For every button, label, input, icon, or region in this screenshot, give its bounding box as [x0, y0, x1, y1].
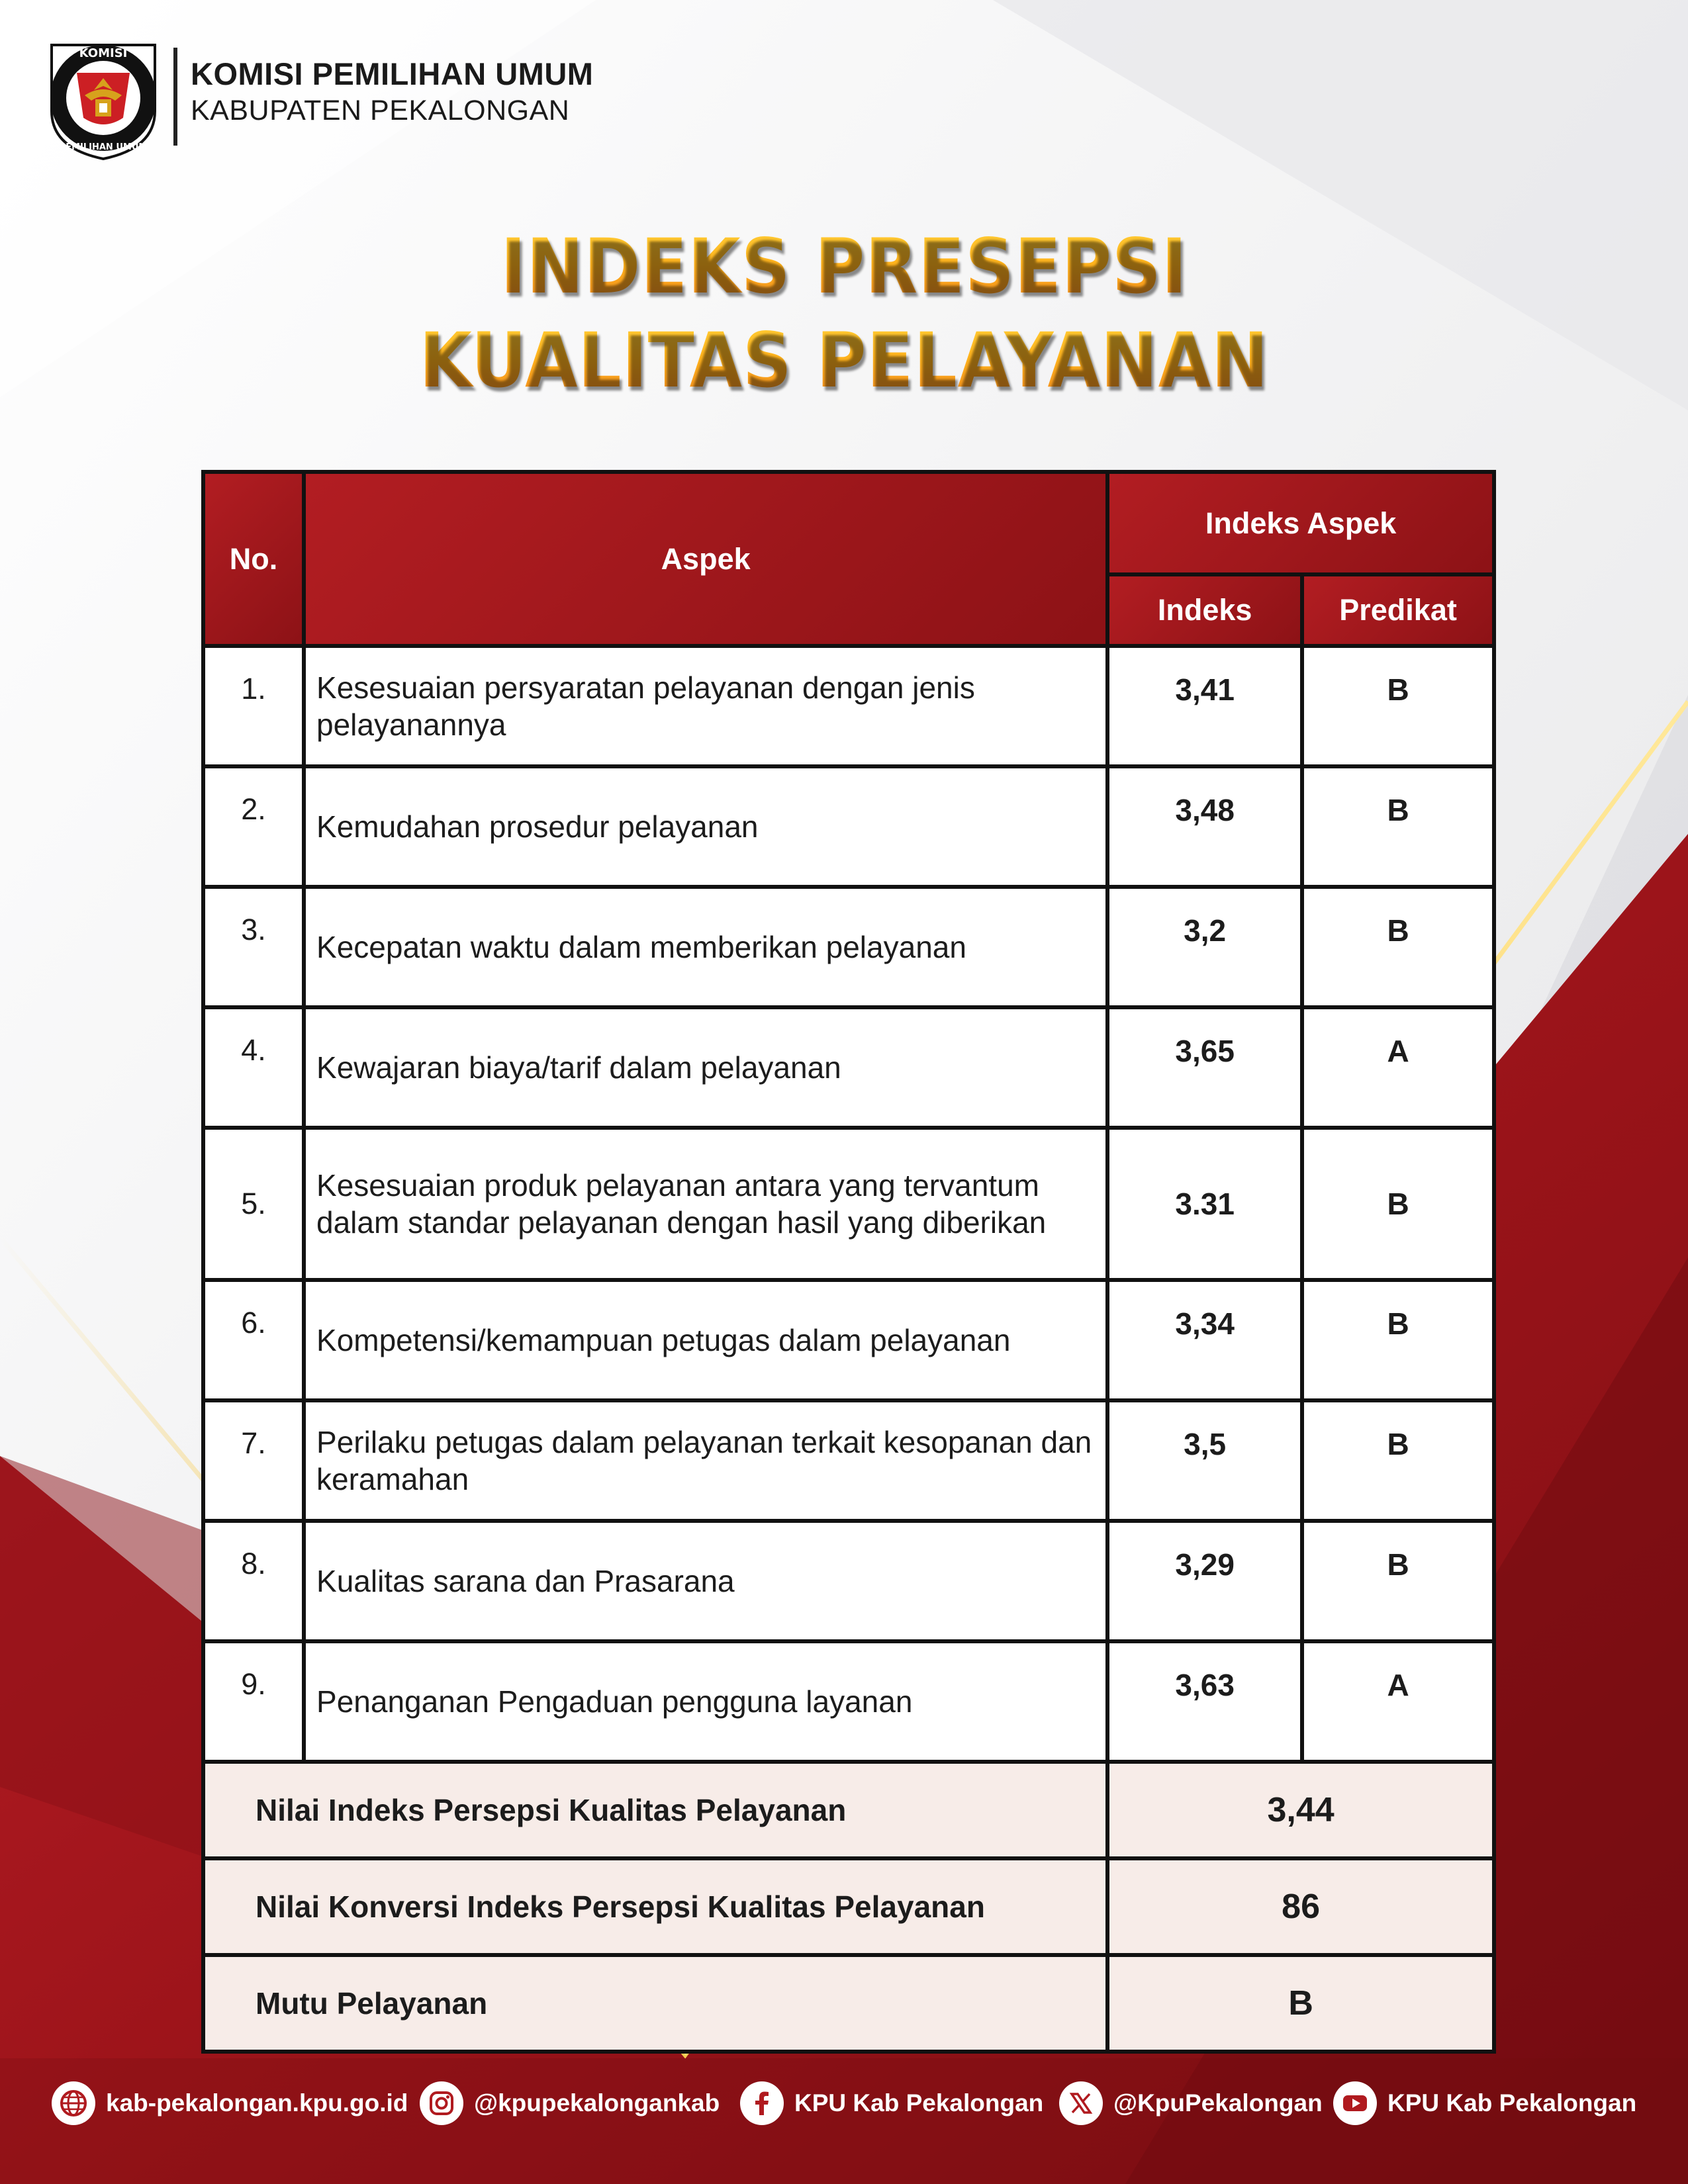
- row-indeks: 3,48: [1107, 766, 1302, 887]
- facebook-icon: [740, 2081, 784, 2125]
- row-predikat: B: [1302, 887, 1494, 1007]
- row-predikat: B: [1302, 766, 1494, 887]
- row-indeks: 3,34: [1107, 1280, 1302, 1400]
- row-predikat: A: [1302, 1641, 1494, 1762]
- row-predikat: B: [1302, 646, 1494, 766]
- footer-x-twitter-text: @KpuPekalongan: [1113, 2089, 1323, 2116]
- footer-youtube-text: KPU Kab Pekalongan: [1387, 2089, 1637, 2116]
- row-number: 8.: [203, 1521, 304, 1641]
- x-twitter-icon: [1059, 2081, 1103, 2125]
- row-number: 2.: [203, 766, 304, 887]
- row-number: 6.: [203, 1280, 304, 1400]
- page-title-line1: INDEKS PRESEPSI: [85, 222, 1604, 310]
- table-row: [203, 1641, 1494, 1762]
- row-indeks: 3,5: [1107, 1400, 1302, 1521]
- row-aspek: Penanganan Pengaduan pengguna layanan: [304, 1641, 1107, 1762]
- table-row: [203, 1400, 1494, 1521]
- row-number: 9.: [203, 1641, 304, 1762]
- row-indeks: 3,2: [1107, 887, 1302, 1007]
- table-row: [203, 1521, 1494, 1641]
- row-aspek: Kecepatan waktu dalam memberikan pelayanan: [304, 887, 1107, 1007]
- row-number: 5.: [203, 1128, 304, 1280]
- organization-region: KABUPATEN PEKALONGAN: [191, 95, 570, 126]
- table-row: [203, 1007, 1494, 1128]
- footer-facebook[interactable]: [740, 2077, 1043, 2130]
- kpu-logo-icon: [44, 32, 163, 161]
- row-number: 1.: [203, 646, 304, 766]
- summary-label: Mutu Pelayanan: [203, 1955, 1107, 2052]
- footer-social-bar: [52, 2077, 1654, 2130]
- table-row: [203, 646, 1494, 766]
- row-indeks: 3,63: [1107, 1641, 1302, 1762]
- footer-website[interactable]: [52, 2077, 408, 2130]
- row-indeks: 3,41: [1107, 646, 1302, 766]
- row-indeks: 3,65: [1107, 1007, 1302, 1128]
- organization-name: KOMISI PEMILIHAN UMUM: [191, 56, 594, 91]
- footer-x-twitter[interactable]: [1059, 2077, 1323, 2130]
- row-indeks: 3,29: [1107, 1521, 1302, 1641]
- header-aspek: Aspek: [304, 472, 1107, 646]
- row-aspek: Kompetensi/kemampuan petugas dalam pelayanan: [304, 1280, 1107, 1400]
- row-predikat: B: [1302, 1400, 1494, 1521]
- row-indeks: 3.31: [1107, 1128, 1302, 1280]
- row-predikat: B: [1302, 1280, 1494, 1400]
- row-aspek: Kesesuaian persyaratan pelayanan dengan jenis pelayanannya: [304, 646, 1107, 766]
- summary-value: 3,44: [1107, 1762, 1494, 1858]
- footer-instagram[interactable]: [420, 2077, 720, 2130]
- row-predikat: B: [1302, 1521, 1494, 1641]
- instagram-icon: [420, 2081, 463, 2125]
- table-row: [203, 1280, 1494, 1400]
- summary-label: Nilai Indeks Persepsi Kualitas Pelayanan: [203, 1762, 1107, 1858]
- row-aspek: Kesesuaian produk pelayanan antara yang tervantum dalam standar pelayanan dengan hasil yang diberikan: [304, 1128, 1107, 1280]
- table-row: [203, 766, 1494, 887]
- summary-row-nilai-konversi: [203, 1858, 1494, 1955]
- row-aspek: Kewajaran biaya/tarif dalam pelayanan: [304, 1007, 1107, 1128]
- row-number: 7.: [203, 1400, 304, 1521]
- header-no: No.: [203, 472, 304, 646]
- row-number: 3.: [203, 887, 304, 1007]
- summary-label: Nilai Konversi Indeks Persepsi Kualitas Pelayanan: [203, 1858, 1107, 1955]
- table-row: [203, 1128, 1494, 1280]
- row-number: 4.: [203, 1007, 304, 1128]
- header-predikat: Predikat: [1302, 574, 1494, 646]
- header-indeks-aspek: Indeks Aspek: [1107, 472, 1494, 574]
- table-row: [203, 887, 1494, 1007]
- svg-text:PEMILIHAN UMUM: PEMILIHAN UMUM: [59, 142, 148, 152]
- ikm-table: [201, 470, 1496, 2054]
- svg-text:KOMISI: KOMISI: [79, 46, 128, 60]
- youtube-icon: [1333, 2081, 1377, 2125]
- header-indeks: Indeks: [1107, 574, 1302, 646]
- footer-instagram-text: @kpupekalongankab: [474, 2089, 720, 2116]
- row-predikat: A: [1302, 1007, 1494, 1128]
- footer-website-text: kab-pekalongan.kpu.go.id: [106, 2089, 408, 2116]
- row-predikat: B: [1302, 1128, 1494, 1280]
- summary-value: B: [1107, 1955, 1494, 2052]
- row-aspek: Kemudahan prosedur pelayanan: [304, 766, 1107, 887]
- header-divider: [173, 48, 177, 146]
- footer-youtube[interactable]: [1333, 2077, 1636, 2130]
- summary-row-mutu-pelayanan: [203, 1955, 1494, 2052]
- globe-icon: [52, 2081, 95, 2125]
- summary-row-nilai-indeks: [203, 1762, 1494, 1858]
- row-aspek: Kualitas sarana dan Prasarana: [304, 1521, 1107, 1641]
- summary-value: 86: [1107, 1858, 1494, 1955]
- footer-facebook-text: KPU Kab Pekalongan: [794, 2089, 1044, 2116]
- row-aspek: Perilaku petugas dalam pelayanan terkait kesopanan dan keramahan: [304, 1400, 1107, 1521]
- page-title-line2: KUALITAS PELAYANAN: [85, 316, 1604, 404]
